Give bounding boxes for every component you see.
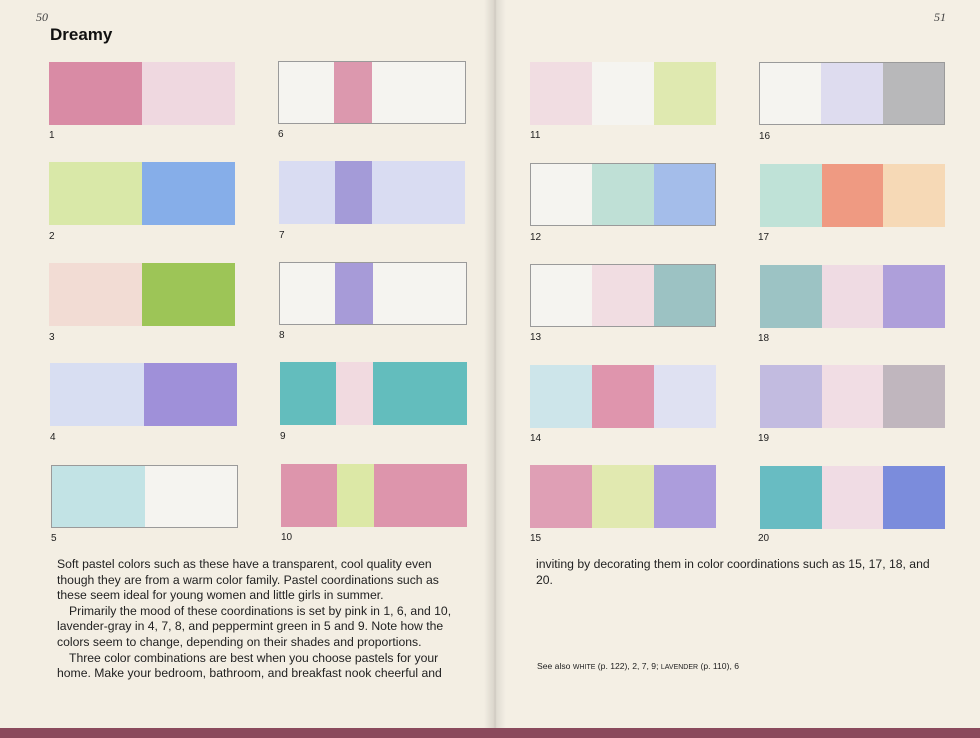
swatch-5-color-2 bbox=[145, 465, 239, 528]
swatch-2-color-2 bbox=[142, 162, 235, 225]
swatch-2-color-1 bbox=[49, 162, 142, 225]
see-also-lavender-ref: (p. 110), 6 bbox=[700, 661, 740, 671]
swatch-label-18: 18 bbox=[758, 333, 770, 344]
swatch-5 bbox=[51, 465, 238, 528]
page-title: Dreamy bbox=[50, 25, 113, 44]
swatch-label-15: 15 bbox=[530, 533, 542, 544]
swatch-1-color-2 bbox=[142, 62, 235, 125]
swatch-17 bbox=[760, 164, 945, 227]
swatch-19-color-1 bbox=[760, 365, 822, 428]
paragraph-2: Primarily the mood of these coordinations is set by pink in 1, 6, and 10, lavender-gray in 4, 7, 8, and peppermint green in 5 and 9. Note how the colors seem to change, depending on their shades and proportions. bbox=[57, 603, 452, 649]
swatch-label-13: 13 bbox=[530, 332, 542, 343]
swatch-label-5: 5 bbox=[51, 533, 57, 544]
swatch-20 bbox=[760, 466, 945, 529]
swatch-6 bbox=[278, 61, 466, 124]
see-also-prefix: See also bbox=[537, 661, 571, 671]
swatch-10-color-2 bbox=[337, 464, 374, 527]
swatch-15-color-3 bbox=[654, 465, 716, 528]
swatch-9 bbox=[280, 362, 467, 425]
swatch-6-color-3 bbox=[372, 61, 466, 124]
swatch-6-color-2 bbox=[334, 61, 372, 124]
swatch-18 bbox=[760, 265, 945, 328]
swatch-11 bbox=[530, 62, 716, 125]
swatch-7 bbox=[279, 161, 465, 224]
left-page-number: 50 bbox=[36, 10, 48, 24]
swatch-label-4: 4 bbox=[50, 432, 56, 443]
swatch-9-color-2 bbox=[336, 362, 373, 425]
swatch-1-color-1 bbox=[49, 62, 142, 125]
swatch-7-color-1 bbox=[279, 161, 335, 224]
swatch-label-11: 11 bbox=[530, 130, 541, 141]
swatch-10-color-3 bbox=[374, 464, 467, 527]
swatch-label-14: 14 bbox=[530, 433, 542, 444]
swatch-8 bbox=[279, 262, 467, 325]
swatch-14-color-1 bbox=[530, 365, 592, 428]
swatch-12-color-3 bbox=[654, 163, 716, 226]
swatch-12 bbox=[530, 163, 716, 226]
swatch-9-color-1 bbox=[280, 362, 336, 425]
swatch-15-color-2 bbox=[592, 465, 654, 528]
swatch-13-color-1 bbox=[530, 264, 592, 327]
swatch-11-color-2 bbox=[592, 62, 654, 125]
paragraph-3: Three color combinations are best when you choose pastels for your home. Make your bedroom, bathroom, and breakfast nook cheerful and bbox=[57, 650, 442, 681]
swatch-12-color-1 bbox=[530, 163, 592, 226]
swatch-4 bbox=[50, 363, 237, 426]
swatch-17-color-3 bbox=[883, 164, 945, 227]
swatch-12-color-2 bbox=[592, 163, 654, 226]
swatch-label-17: 17 bbox=[758, 232, 770, 243]
swatch-3 bbox=[49, 263, 235, 326]
swatch-label-7: 7 bbox=[279, 230, 285, 241]
swatch-13-color-2 bbox=[592, 264, 654, 327]
swatch-label-3: 3 bbox=[49, 332, 55, 343]
swatch-14-color-2 bbox=[592, 365, 654, 428]
swatch-18-color-2 bbox=[822, 265, 884, 328]
swatch-3-color-1 bbox=[49, 263, 142, 326]
swatch-9-color-3 bbox=[373, 362, 467, 425]
swatch-8-color-2 bbox=[335, 262, 373, 325]
swatch-20-color-2 bbox=[822, 466, 884, 529]
swatch-20-color-3 bbox=[883, 466, 945, 529]
swatch-1 bbox=[49, 62, 235, 125]
swatch-11-color-1 bbox=[530, 62, 592, 125]
swatch-3-color-2 bbox=[142, 263, 235, 326]
swatch-4-color-1 bbox=[50, 363, 144, 426]
see-also-white-ref: (p. 122), 2, 7, 9; bbox=[597, 661, 659, 671]
swatch-label-9: 9 bbox=[280, 431, 286, 442]
swatch-label-16: 16 bbox=[759, 131, 771, 142]
right-body-text bbox=[536, 557, 946, 588]
paragraph-1: Soft pastel colors such as these have a transparent, cool quality even though they are from a warm color family. Pastel coordinations such as these seem ideal for young women and little girls in summer. bbox=[57, 557, 439, 603]
swatch-label-6: 6 bbox=[278, 129, 284, 140]
see-also-note bbox=[537, 661, 739, 671]
swatch-17-color-2 bbox=[822, 164, 884, 227]
swatch-16-color-2 bbox=[821, 62, 883, 125]
swatch-4-color-2 bbox=[144, 363, 238, 426]
swatch-8-color-1 bbox=[279, 262, 335, 325]
book-cover-edge bbox=[0, 728, 980, 738]
swatch-15 bbox=[530, 465, 716, 528]
swatch-18-color-3 bbox=[883, 265, 945, 328]
right-page-number: 51 bbox=[934, 10, 946, 24]
paragraph-4: inviting by decorating them in color coordinations such as 15, 17, 18, and 20. bbox=[536, 557, 930, 587]
swatch-label-8: 8 bbox=[279, 330, 285, 341]
swatch-19-color-2 bbox=[822, 365, 884, 428]
swatch-14 bbox=[530, 365, 716, 428]
swatch-label-2: 2 bbox=[49, 231, 55, 242]
swatch-7-color-2 bbox=[335, 161, 372, 224]
swatch-15-color-1 bbox=[530, 465, 592, 528]
swatch-17-color-1 bbox=[760, 164, 822, 227]
swatch-label-10: 10 bbox=[281, 532, 293, 543]
swatch-19 bbox=[760, 365, 945, 428]
swatch-14-color-3 bbox=[654, 365, 716, 428]
see-also-white-link: WHITE bbox=[572, 664, 596, 671]
book-gutter bbox=[484, 0, 506, 738]
swatch-11-color-3 bbox=[654, 62, 716, 125]
see-also-lavender-link: LAVENDER bbox=[660, 664, 699, 671]
swatch-13-color-3 bbox=[654, 264, 716, 327]
swatch-10-color-1 bbox=[281, 464, 337, 527]
swatch-20-color-1 bbox=[760, 466, 822, 529]
swatch-18-color-1 bbox=[760, 265, 822, 328]
left-body-text bbox=[57, 557, 465, 682]
swatch-label-1: 1 bbox=[49, 130, 55, 141]
swatch-7-color-3 bbox=[372, 161, 465, 224]
swatch-16-color-1 bbox=[759, 62, 821, 125]
swatch-label-12: 12 bbox=[530, 232, 542, 243]
swatch-16-color-3 bbox=[883, 62, 945, 125]
swatch-2 bbox=[49, 162, 235, 225]
swatch-label-20: 20 bbox=[758, 533, 770, 544]
swatch-19-color-3 bbox=[883, 365, 945, 428]
swatch-8-color-3 bbox=[373, 262, 467, 325]
swatch-10 bbox=[281, 464, 467, 527]
swatch-label-19: 19 bbox=[758, 433, 770, 444]
swatch-6-color-1 bbox=[278, 61, 334, 124]
swatch-16 bbox=[759, 62, 945, 125]
swatch-13 bbox=[530, 264, 716, 327]
swatch-5-color-1 bbox=[51, 465, 145, 528]
